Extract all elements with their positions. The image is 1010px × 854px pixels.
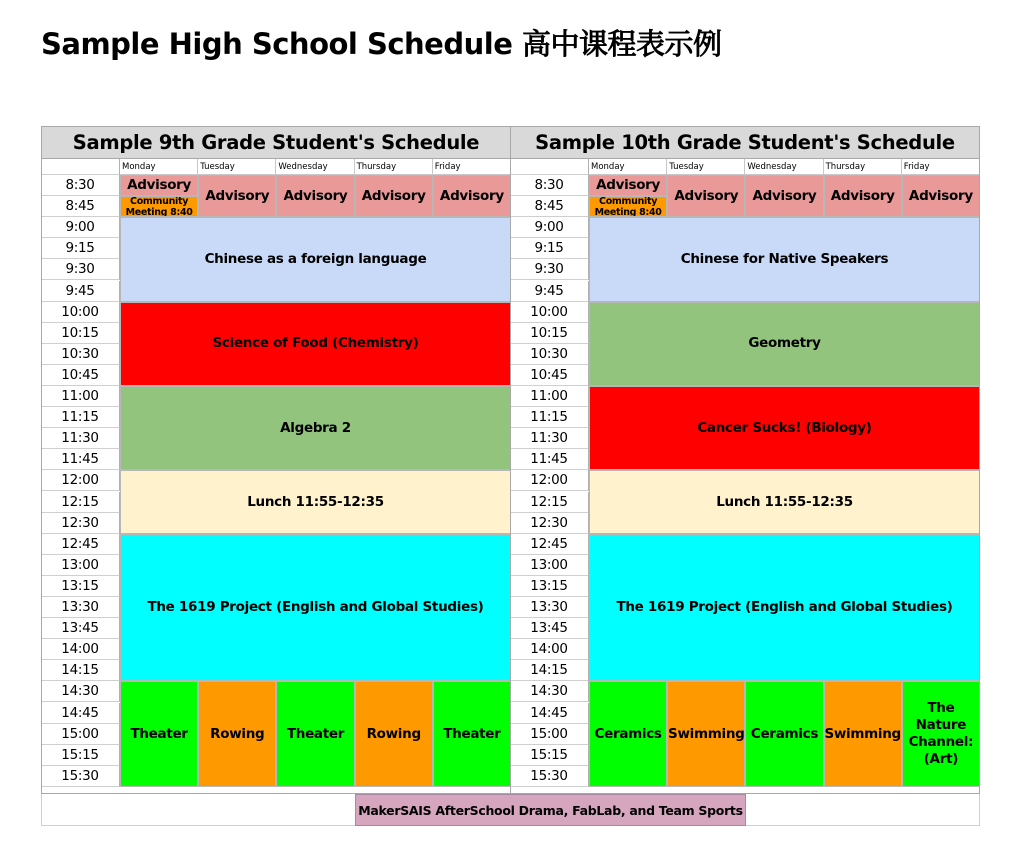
grade9-class-block: The 1619 Project (English and Global Studies) xyxy=(120,534,511,682)
grade9-class-block: Advisory xyxy=(433,175,511,217)
grade9-time-label: 12:15 xyxy=(41,492,120,513)
grade9-time-label: 14:15 xyxy=(41,660,120,681)
grade9-class-block: Science of Food (Chemistry) xyxy=(120,302,511,386)
grade9-class-block: Advisory xyxy=(276,175,354,217)
grade10-time-label: 9:30 xyxy=(510,259,589,280)
grade10-time-label: 12:30 xyxy=(510,513,589,534)
grade10-day-corner xyxy=(510,159,589,175)
grade10-day-label: Friday xyxy=(902,159,980,175)
grade10-class-block: Chinese for Native Speakers xyxy=(589,217,980,301)
grade10-class-block: The 1619 Project (English and Global Studies) xyxy=(589,534,980,682)
grade10-time-label: 11:00 xyxy=(510,386,589,407)
grade9-time-label: 12:30 xyxy=(41,513,120,534)
grade9-time-label: 11:00 xyxy=(41,386,120,407)
grade10-class-block: The Nature Channel: (Art) xyxy=(902,681,980,787)
grade9-title: Sample 9th Grade Student's Schedule xyxy=(41,126,511,159)
grade9-time-label: 9:00 xyxy=(41,217,120,238)
grade9-day-label: Tuesday xyxy=(198,159,276,175)
grade10-class-block: Advisory xyxy=(824,175,902,217)
grade10-class-block: Advisory xyxy=(667,175,745,217)
grade10-time-label: 8:30 xyxy=(510,175,589,196)
grade9-time-label: 14:30 xyxy=(41,681,120,702)
grade10-class-block: Ceramics xyxy=(745,681,823,787)
grade9-time-label: 15:30 xyxy=(41,766,120,787)
grade9-class-block: Advisory xyxy=(198,175,276,217)
grade9-day-label: Monday xyxy=(120,159,198,175)
grade10-time-label: 12:45 xyxy=(510,534,589,555)
grade10-time-label: 10:15 xyxy=(510,323,589,344)
grade10-title: Sample 10th Grade Student's Schedule xyxy=(510,126,980,159)
grade10-class-block: Advisory xyxy=(745,175,823,217)
grade10-class-block: Advisory xyxy=(902,175,980,217)
grade10-class-block: Geometry xyxy=(589,302,980,386)
grade10-class-block: Community Meeting 8:40 xyxy=(589,196,667,217)
grade9-class-block: Theater xyxy=(120,681,198,787)
grade10-time-label: 8:45 xyxy=(510,196,589,217)
grade9-class-block: Theater xyxy=(433,681,511,787)
grade9-time-label: 10:15 xyxy=(41,323,120,344)
grade9-time-label: 8:45 xyxy=(41,196,120,217)
grade10-day-label: Monday xyxy=(589,159,667,175)
grade9-time-label: 13:45 xyxy=(41,618,120,639)
grade10-time-label: 12:15 xyxy=(510,492,589,513)
grade10-time-label: 13:00 xyxy=(510,555,589,576)
grade9-time-label: 13:30 xyxy=(41,597,120,618)
grade10-time-label: 10:30 xyxy=(510,344,589,365)
grade10-time-label: 13:45 xyxy=(510,618,589,639)
after-school-block: MakerSAIS AfterSchool Drama, FabLab, and Team Sports xyxy=(355,794,746,826)
grade9-class-block: Rowing xyxy=(198,681,276,787)
grade9-class-block: Chinese as a foreign language xyxy=(120,217,511,301)
grade9-class-block: Community Meeting 8:40 xyxy=(120,196,198,217)
grade9-class-block: Rowing xyxy=(355,681,433,787)
grade9-class-block: Advisory xyxy=(120,175,198,196)
grade10-class-block: Swimming xyxy=(824,681,902,787)
page-title: Sample High School Schedule 高中课程表示例 xyxy=(41,27,722,61)
grade9-time-label: 8:30 xyxy=(41,175,120,196)
grade10-time-label: 11:30 xyxy=(510,428,589,449)
grade9-day-label: Thursday xyxy=(355,159,433,175)
grade10-time-label: 14:15 xyxy=(510,660,589,681)
grade10-time-label: 15:00 xyxy=(510,724,589,745)
grade10-time-label: 12:00 xyxy=(510,470,589,491)
grade10-class-block: Cancer Sucks! (Biology) xyxy=(589,386,980,470)
grade10-time-label: 15:30 xyxy=(510,766,589,787)
grade9-time-label: 12:00 xyxy=(41,470,120,491)
grade10-day-label: Tuesday xyxy=(667,159,745,175)
grade10-time-label: 9:15 xyxy=(510,238,589,259)
grade10-time-label: 13:30 xyxy=(510,597,589,618)
grade10-schedule-panel xyxy=(510,126,980,794)
grade10-day-label: Wednesday xyxy=(745,159,823,175)
grade9-class-block: Advisory xyxy=(355,175,433,217)
grade9-class-block: Lunch 11:55-12:35 xyxy=(120,470,511,533)
grade9-time-label: 15:15 xyxy=(41,745,120,766)
grade9-time-label: 10:45 xyxy=(41,365,120,386)
grade9-time-label: 11:30 xyxy=(41,428,120,449)
grade10-time-label: 11:15 xyxy=(510,407,589,428)
grade9-time-label: 11:15 xyxy=(41,407,120,428)
grade10-class-block: Swimming xyxy=(667,681,745,787)
grade9-time-label: 10:30 xyxy=(41,344,120,365)
grade10-time-label: 10:45 xyxy=(510,365,589,386)
grade9-time-label: 14:00 xyxy=(41,639,120,660)
grade10-time-label: 9:00 xyxy=(510,217,589,238)
grade9-time-label: 14:45 xyxy=(41,703,120,724)
grade9-time-label: 9:15 xyxy=(41,238,120,259)
grade10-day-label: Thursday xyxy=(824,159,902,175)
grade9-time-label: 9:30 xyxy=(41,259,120,280)
grade9-class-block: Algebra 2 xyxy=(120,386,511,470)
grade10-time-label: 14:30 xyxy=(510,681,589,702)
grade10-time-label: 15:15 xyxy=(510,745,589,766)
grade9-time-label: 10:00 xyxy=(41,302,120,323)
grade9-time-label: 13:00 xyxy=(41,555,120,576)
grade9-time-label: 15:00 xyxy=(41,724,120,745)
grade9-day-label: Wednesday xyxy=(276,159,354,175)
grade9-time-label: 9:45 xyxy=(41,281,120,302)
grade10-time-label: 11:45 xyxy=(510,449,589,470)
grade9-time-label: 12:45 xyxy=(41,534,120,555)
grade10-time-label: 14:45 xyxy=(510,703,589,724)
grade10-time-label: 10:00 xyxy=(510,302,589,323)
grade9-day-label: Friday xyxy=(433,159,511,175)
grade10-class-block: Lunch 11:55-12:35 xyxy=(589,470,980,533)
grade9-time-label: 13:15 xyxy=(41,576,120,597)
grade10-class-block: Ceramics xyxy=(589,681,667,787)
grade9-schedule-panel xyxy=(41,126,511,794)
grade10-time-label: 14:00 xyxy=(510,639,589,660)
grade10-class-block: Advisory xyxy=(589,175,667,196)
grade9-day-corner xyxy=(41,159,120,175)
grade9-time-label: 11:45 xyxy=(41,449,120,470)
grade9-class-block: Theater xyxy=(276,681,354,787)
grade10-time-label: 9:45 xyxy=(510,281,589,302)
grade10-time-label: 13:15 xyxy=(510,576,589,597)
